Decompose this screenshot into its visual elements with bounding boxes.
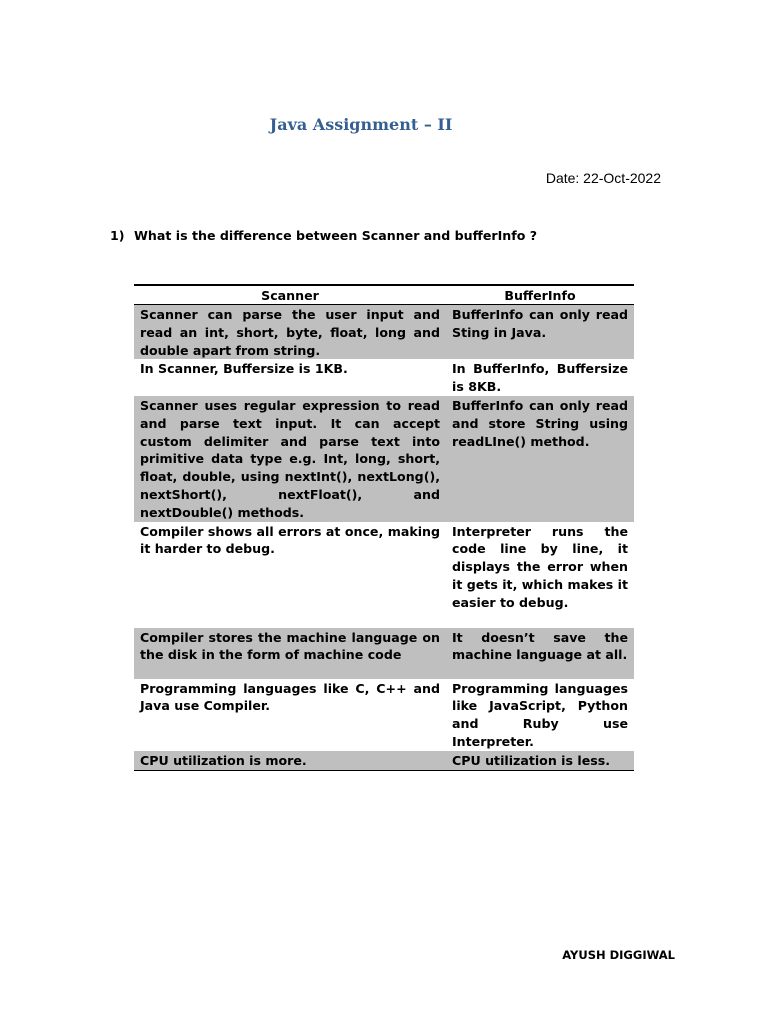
author-name: AYUSH DIGGIWAL [562, 948, 675, 962]
table-header-row [134, 285, 634, 305]
table-row [134, 679, 634, 751]
bufferinfo-cell: CPU utilization is less. [446, 751, 634, 770]
bufferinfo-cell: BufferInfo can only read Sting in Java. [446, 305, 634, 360]
bufferinfo-cell: In BufferInfo, Buffersize is 8KB. [452, 361, 628, 395]
scanner-cell: Compiler shows all errors at once, making it harder to debug. [140, 523, 440, 557]
question-number: 1) [110, 228, 125, 243]
header-bufferinfo: BufferInfo [504, 288, 576, 303]
bufferinfo-cell: Programming languages like JavaScript, Python and Ruby use Interpreter. [452, 680, 628, 749]
table-row [134, 522, 634, 628]
bufferinfo-cell: Interpreter runs the code line by line, it displays the error when it gets it, which makes it easier to debug. [452, 523, 628, 610]
comparison-table [134, 284, 634, 771]
table-row [134, 628, 634, 679]
scanner-cell: In Scanner, Buffersize is 1KB. [140, 361, 348, 377]
scanner-cell: Programming languages like C, C++ and Java use Compiler. [140, 680, 440, 714]
question-1 [110, 228, 537, 243]
header-scanner: Scanner [261, 288, 319, 303]
scanner-cell: Scanner can parse the user input and read an int, short, byte, float, long and double apart from string. [134, 305, 446, 360]
document-title: Java Assignment – II [269, 115, 453, 134]
bufferinfo-cell: It doesn’t save the machine language at all. [446, 628, 634, 679]
scanner-cell: Scanner uses regular expression to read and parse text input. It can accept custom delimiter and parse text into primitive data type e.g. Int, long, short, float, double, using nextInt(), nextLong(), nextShort(), nextFloat(), and nextDouble() methods. [134, 396, 446, 522]
question-text: What is the difference between Scanner and bufferInfo ? [134, 228, 538, 243]
scanner-cell: Compiler stores the machine language on the disk in the form of machine code [134, 628, 446, 679]
document-date: Date: 22-Oct-2022 [545, 170, 661, 186]
scanner-cell: CPU utilization is more. [134, 751, 446, 770]
table-row [134, 359, 634, 396]
table-row [134, 751, 634, 770]
bufferinfo-cell: BufferInfo can only read and store String using readLIne() method. [446, 396, 634, 522]
table-row [134, 305, 634, 360]
table-row [134, 396, 634, 522]
